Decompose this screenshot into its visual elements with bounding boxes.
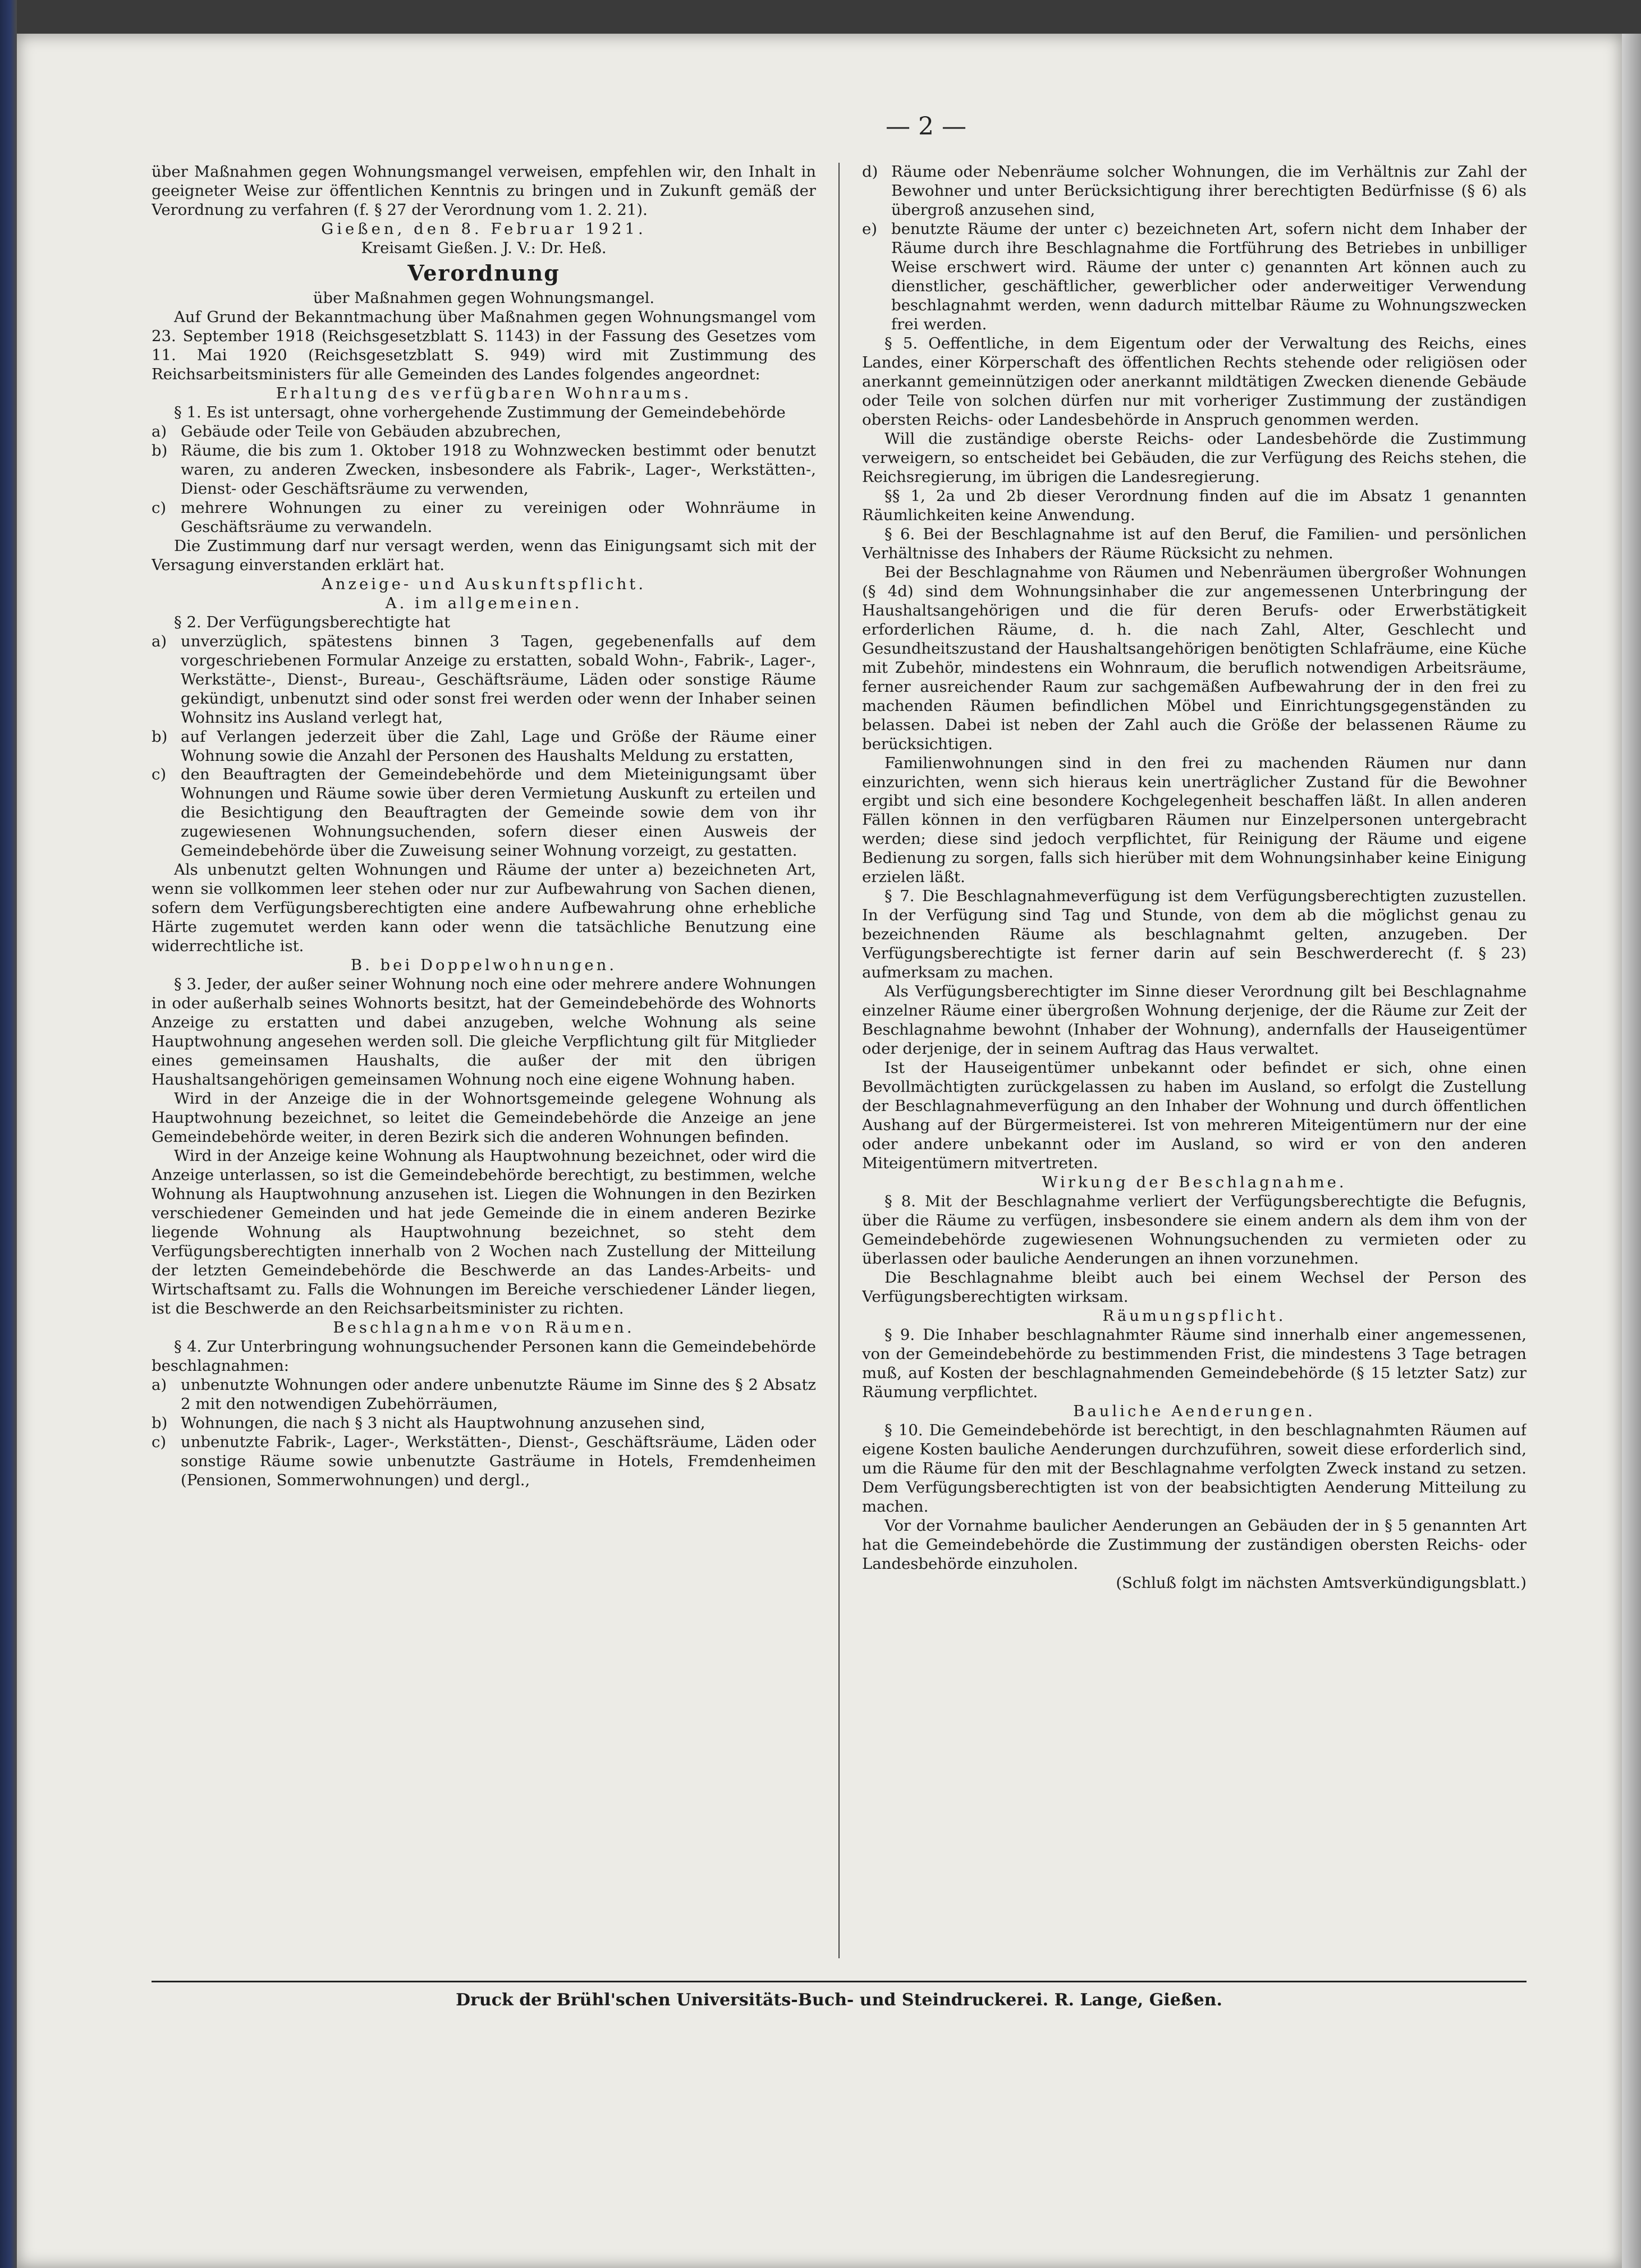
section-7b: Als Verfügungsberechtigter im Sinne dieser Verordnung gilt bei Beschlagnahme einzelner Räume einer übergroßen Wohnung derjenige, der die Räume zur Zeit der Beschlagnahme bewohnt (Inhaber der Wohnung), andernfalls der Hauseigentümer oder derjenige, der in seinem Auftrag das Haus verwaltet.	[862, 983, 1527, 1058]
heading-raeumung: Räumungspflicht.	[1102, 1307, 1286, 1325]
section-4c: c) unbenutzte Fabrik-, Lager-, Werkstätten-, Dienst-, Geschäftsräume, Läden oder sonstige Räume sowie unbenutzte Gasträume in Hotels, Fremdenheimen (Pensionen, Sommerwohnungen) und dergl.,	[152, 1433, 816, 1489]
section-5: § 5. Oeffentliche, in dem Eigentum oder der Verwaltung des Reichs, eines Landes, einer Körperschaft des öffentlichen Rechts stehende oder religiösen oder anerkannt gemeinnützigen oder anerkannt mildtätigen Zwecken dienende Gebäude oder Teile von solchen dürfen nur mit vorheriger Zustimmung der zuständigen obersten Reichs- oder Landesbehörde in Anspruch genommen werden.	[862, 334, 1527, 429]
heading-anzeige: Anzeige- und Auskunftspflicht.	[321, 575, 647, 593]
section-8: § 8. Mit der Beschlagnahme verliert der Verfügungsberechtigte die Befugnis, über die Räume zu verfügen, insbesondere sie einem andern als dem ihm von der Gemeindebehörde zugewiesenen Wohnungsuchenden zu vermieten oder zu überlassen oder bauliche Aenderungen an ihnen vorzunehmen.	[862, 1192, 1527, 1268]
printer-footer: Druck der Brühl'schen Universitäts-Buch- und Steindruckerei. R. Lange, Gießen.	[152, 1981, 1527, 2010]
heading-erhaltung: Erhaltung des verfügbaren Wohnraums.	[276, 384, 692, 402]
left-column	[152, 163, 816, 1958]
closing-note: (Schluß folgt im nächsten Amtsverkündigungsblatt.)	[1116, 1573, 1527, 1592]
section-10b: Vor der Vornahme baulicher Aenderungen an Gebäuden der in § 5 genannten Art hat die Gemeindebehörde die Zustimmung der zuständigen obersten Reichs- oder Landesbehörde einzuholen.	[862, 1516, 1527, 1573]
section-1b: b) Räume, die bis zum 1. Oktober 1918 zu Wohnzwecken bestimmt oder benutzt waren, zu anderen Zwecken, insbesondere als Fabrik-, Lager-, Werkstätten-, Dienst- oder Geschäftsräume zu verwenden,	[152, 441, 816, 498]
section-1c: c) mehrere Wohnungen zu einer zu vereinigen oder Wohnräume in Geschäftsräume zu verwandeln.	[152, 498, 816, 536]
text-columns	[152, 163, 1527, 1958]
section-1a: a) Gebäude oder Teile von Gebäuden abzubrechen,	[152, 422, 561, 440]
book-binding	[0, 0, 17, 2268]
section-1-note: Die Zustimmung darf nur versagt werden, wenn das Einigungsamt sich mit der Versagung einverstanden erklärt hat.	[152, 536, 816, 574]
ordinance-title: Verordnung	[407, 260, 560, 286]
section-6c: Familienwohnungen sind in den frei zu machenden Räumen nur dann einzurichten, wenn sich hieraus kein unerträglicher Zustand für die Bewohner ergibt und sich eine besondere Kochgelegenheit beschaffen läßt. In allen anderen Fällen können in den verfügbaren Räumen nur Einzelpersonen untergebracht werden; diese sind jedoch verpflichtet, für Reinigung der Räume und eigene Bedienung zu sorgen, falls sich hierüber mit dem Wohnungsinhaber keine Einigung erzielen läßt.	[862, 754, 1527, 887]
document-page	[152, 112, 1527, 2031]
section-6: § 6. Bei der Beschlagnahme ist auf den Beruf, die Familien- und persönlichen Verhältnisse des Inhabers der Räume Rücksicht zu nehmen.	[862, 525, 1527, 562]
intro-text: über Maßnahmen gegen Wohnungsmangel verweisen, empfehlen wir, den Inhalt in geeigneter Weise zur öffentlichen Kenntnis zu bringen und in Zukunft gemäß der Verordnung zu verfahren (f. § 27 der Verordnung vom 1. 2. 21).	[152, 163, 816, 219]
heading-beschlagnahme: Beschlagnahme von Räumen.	[333, 1319, 635, 1337]
section-9: § 9. Die Inhaber beschlagnahmter Räume sind innerhalb einer angemessenen, von der Gemeindebehörde zu bestimmenden Frist, die mindestens 3 Tage betragen muß, auf Kosten der beschlagnahmenden Gemeindebehörde (§ 15 letzter Satz) zur Räumung verpflichtet.	[862, 1326, 1527, 1401]
authority-line: Kreisamt Gießen. J. V.: Dr. Heß.	[361, 238, 607, 257]
section-5c: §§ 1, 2a und 2b dieser Verordnung finden auf die im Absatz 1 genannten Räumlichkeiten keine Anwendung.	[862, 486, 1527, 524]
heading-bauliche: Bauliche Aenderungen.	[1073, 1402, 1315, 1420]
section-2c: c) den Beauftragten der Gemeindebehörde und dem Mieteinigungsamt über Wohnungen und Räume sowie über deren Vermietung Auskunft zu erteilen und die Besichtigung den Beauftragten der Gemeinde sowie dem von ihr zugewiesenen Wohnungsuchenden, sofern dieser einen Ausweis der Gemeindebehörde über die Zuweisung seiner Wohnung vorzeigt, zu gestatten.	[152, 765, 816, 860]
heading-a: A. im allgemeinen.	[385, 594, 583, 612]
section-5b: Will die zuständige oberste Reichs- oder Landesbehörde die Zustimmung verweigern, so entscheidet bei Gebäuden, die zur Verfügung des Reichs stehen, die Reichsregierung, im übrigen die Landesregierung.	[862, 429, 1527, 486]
section-4d: d) Räume oder Nebenräume solcher Wohnungen, die im Verhältnis zur Zahl der Bewohner und unter Berücksichtigung ihrer berechtigten Bedürfnisse (§ 6) als übergroß anzusehen sind,	[862, 163, 1527, 219]
section-4e: e) benutzte Räume der unter c) bezeichneten Art, sofern nicht dem Inhaber der Räume durch ihre Beschlagnahme die Fortführung des Betriebes in unbilliger Weise erschwert wird. Räume der unter c) genannten Art können auch zu dienstlicher, geschäftlicher, gewerblicher oder anderweitiger Verwendung beschlagnahmt werden, wenn dadurch mittelbar Räume zu Wohnungszwecken frei werden.	[862, 219, 1527, 333]
section-7: § 7. Die Beschlagnahmeverfügung ist dem Verfügungsberechtigten zuzustellen. In der Verfügung sind Tag und Stunde, von dem ab die möglichst genau zu bezeichnenden Räume als beschlagnahmt gelten, anzugeben. Der Verfügungsberechtigte ist ferner darin auf sein Beschwerderecht (f. § 23) aufmerksam zu machen.	[862, 887, 1527, 982]
section-10: § 10. Die Gemeindebehörde ist berechtigt, in den beschlagnahmten Räumen auf eigene Kosten bauliche Aenderungen durchzuführen, soweit diese erforderlich sind, um die Räume für den mit der Beschlagnahme verfolgten Zweck instand zu setzen. Dem Verfügungsberechtigten ist von der beabsichtigten Aenderung Mitteilung zu machen.	[862, 1421, 1527, 1516]
page-number: — 2 —	[886, 112, 966, 141]
heading-wirkung: Wirkung der Beschlagnahme.	[1042, 1173, 1347, 1192]
section-2: § 2. Der Verfügungsberechtigte hat	[174, 613, 451, 631]
section-2a: a) unverzüglich, spätestens binnen 3 Tagen, gegebenenfalls auf dem vorgeschriebenen Formular Anzeige zu erstatten, sobald Wohn-, Fabrik-, Lager-, Werkstätte-, Dienst-, Bureau-, Geschäftsräume, Läden oder sonstige Räume gekündigt, unbenutzt sind oder sonst frei werden oder wenn der Inhaber seinen Wohnsitz ins Ausland verlegt hat,	[152, 632, 816, 727]
section-1: § 1. Es ist untersagt, ohne vorhergehende Zustimmung der Gemeindebehörde	[174, 403, 786, 421]
section-8b: Die Beschlagnahme bleibt auch bei einem Wechsel der Person des Verfügungsberechtigten wirksam.	[862, 1269, 1527, 1306]
heading-b: B. bei Doppelwohnungen.	[350, 956, 617, 975]
preamble: Auf Grund der Bekanntmachung über Maßnahmen gegen Wohnungsmangel vom 23. September 1918 (Reichsgesetzblatt S. 1143) in der Fassung des Gesetzes vom 11. Mai 1920 (Reichsgesetzblatt S. 949) wird mit Zustimmung des Reichsarbeitsministers für alle Gemeinden des Landes folgendes angeordnet:	[152, 307, 816, 383]
ordinance-subtitle: über Maßnahmen gegen Wohnungsmangel.	[313, 288, 655, 307]
section-3: § 3. Jeder, der außer seiner Wohnung noch eine oder mehrere andere Wohnungen in oder außerhalb seines Wohnorts besitzt, hat der Gemeindebehörde des Wohnorts Anzeige zu erstatten und dabei anzugeben, welche Wohnung als seine Hauptwohnung angesehen werden soll. Die gleiche Verpflichtung gilt für Mitglieder eines gemeinsamen Haushalts, die außer der mit den übrigen Haushaltsangehörigen gemeinsamen Wohnung noch eine eigene Wohnung haben.	[152, 975, 816, 1089]
section-7c: Ist der Hauseigentümer unbekannt oder befindet er sich, ohne einen Bevollmächtigten zurückgelassen zu haben im Ausland, so erfolgt die Zustellung der Beschlagnahmeverfügung an den Inhaber der Wohnung und durch öffentlichen Aushang auf der Bürgermeisterei. Ist von mehreren Miteigentümern nur der eine oder andere unbekannt oder im Ausland, so wird er von den anderen Miteigentümern mitvertreten.	[862, 1059, 1527, 1173]
section-2b: b) auf Verlangen jederzeit über die Zahl, Lage und Größe der Räume einer Wohnung sowie die Anzahl der Personen des Haushalts Meldung zu erstatten,	[152, 727, 816, 765]
page-edge	[1622, 34, 1641, 2268]
section-4: § 4. Zur Unterbringung wohnungsuchender Personen kann die Gemeindebehörde beschlagnahmen:	[152, 1338, 816, 1375]
section-4a: a) unbenutzte Wohnungen oder andere unbenutzte Räume im Sinne des § 2 Absatz 2 mit den notwendigen Zubehörräumen,	[152, 1375, 816, 1413]
section-6b: Bei der Beschlagnahme von Räumen und Nebenräumen übergroßer Wohnungen (§ 4d) sind dem Wohnungsinhaber die zur angemessenen Unterbringung der Haushaltsangehörigen und die für deren Berufs- oder Erwerbstätigkeit erforderlichen Räume, d. h. die nach Zahl, Alter, Geschlecht und Gesundheitszustand der Haushaltsangehörigen benötigten Schlafräume, eine Küche mit Zubehör, mindestens ein Wohnraum, die beruflich notwendigen Arbeitsräume, ferner ausreichender Raum zur sachgemäßen Aufbewahrung der in den frei zu machenden Räumen befindlichen Möbel und Einrichtungsgegenständen zu belassen. Dabei ist neben der Zahl auch die Größe der belassenen Räume zu berücksichtigen.	[862, 563, 1527, 753]
date-line: Gießen, den 8. Februar 1921.	[321, 219, 647, 238]
section-3b: Wird in der Anzeige die in der Wohnortsgemeinde gelegene Wohnung als Hauptwohnung bezeichnet, so leitet die Gemeindebehörde die Anzeige an jene Gemeindebehörde weiter, in deren Bezirk sich die anderen Wohnungen befinden.	[152, 1090, 816, 1146]
right-column	[862, 163, 1527, 1958]
column-divider	[838, 163, 840, 1958]
section-2-note: Als unbenutzt gelten Wohnungen und Räume der unter a) bezeichneten Art, wenn sie vollkommen leer stehen oder nur zur Aufbewahrung von Sachen dienen, sofern dem Verfügungsberechtigten eine andere Aufbewahrung ohne erhebliche Härte zugemutet werden kann oder wenn die tatsächliche Benutzung eine widerrechtliche ist.	[152, 861, 816, 956]
section-3c: Wird in der Anzeige keine Wohnung als Hauptwohnung bezeichnet, oder wird die Anzeige unterlassen, so ist die Gemeindebehörde berechtigt, zu bestimmen, welche Wohnung als Hauptwohnung anzusehen ist. Liegen die Wohnungen in den Bezirken verschiedener Gemeinden und hat jede Gemeinde die in einem anderen Bezirke liegende Wohnung als Hauptwohnung bezeichnet, so steht dem Verfügungsberechtigten innerhalb von 2 Wochen nach Zustellung der Mitteilung der letzten Gemeindebehörde die Beschwerde an das Landes-Arbeits- und Wirtschaftsamt zu. Falls die Wohnungen im Bereiche verschiedener Länder liegen, ist die Beschwerde an den Reichsarbeitsminister zu richten.	[152, 1147, 816, 1318]
section-4b: b) Wohnungen, die nach § 3 nicht als Hauptwohnung anzusehen sind,	[152, 1413, 705, 1432]
